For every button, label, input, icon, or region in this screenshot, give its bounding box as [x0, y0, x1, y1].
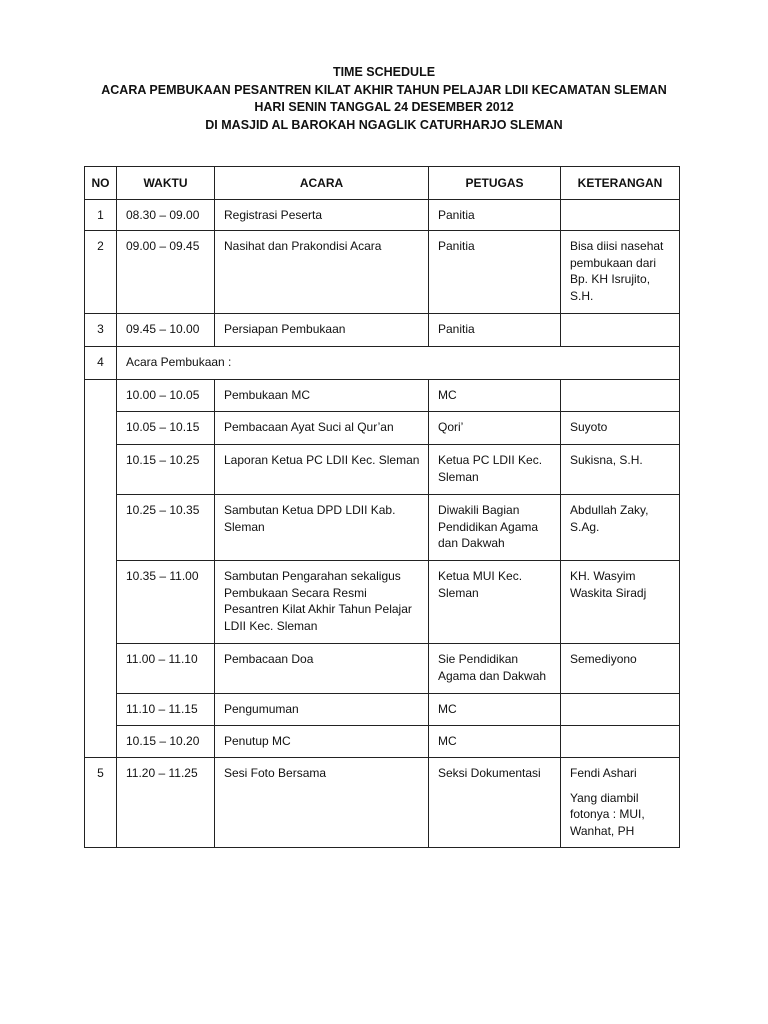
cell-petugas: Panitia: [429, 314, 561, 347]
cell-petugas: Ketua MUI Kec. Sleman: [429, 561, 561, 644]
table-row: [85, 412, 680, 445]
cell-waktu: 09.45 – 10.00: [117, 314, 215, 347]
cell-acara: Penutup MC: [215, 726, 429, 758]
cell-acara: Sambutan Pengarahan sekaligus Pembukaan Secara Resmi Pesantren Kilat Akhir Tahun Pelajar LDII Kec. Sleman: [215, 561, 429, 644]
cell-keterangan: [561, 380, 680, 412]
cell-waktu: 10.35 – 11.00: [117, 561, 215, 644]
title-line: HARI SENIN TANGGAL 24 DESEMBER 2012: [254, 100, 514, 114]
header-no: NO: [85, 167, 117, 200]
cell-acara: Sambutan Ketua DPD LDII Kab. Sleman: [215, 495, 429, 561]
cell-no: 4: [85, 347, 117, 380]
table-row: [85, 200, 680, 231]
keterangan-name: Fendi Ashari: [570, 766, 637, 780]
header-acara: ACARA: [215, 167, 429, 200]
cell-waktu: 09.00 – 09.45: [117, 231, 215, 314]
title-line: TIME SCHEDULE: [332, 65, 436, 79]
cell-waktu: 11.10 – 11.15: [117, 694, 215, 726]
cell-waktu: 11.00 – 11.10: [117, 644, 215, 694]
cell-waktu: 11.20 – 11.25: [117, 758, 215, 848]
cell-keterangan: Suyoto: [561, 412, 680, 445]
cell-waktu: 10.15 – 10.25: [117, 445, 215, 495]
cell-petugas: MC: [429, 380, 561, 412]
cell-no: 5: [85, 758, 117, 848]
cell-keterangan: [561, 726, 680, 758]
cell-petugas: Panitia: [429, 231, 561, 314]
cell-petugas: Seksi Dokumentasi: [429, 758, 561, 848]
cell-acara: Registrasi Peserta: [215, 200, 429, 231]
header-keterangan: KETERANGAN: [561, 167, 680, 200]
table-row: [85, 561, 680, 644]
table-row: [85, 314, 680, 347]
cell-acara: Nasihat dan Prakondisi Acara: [215, 231, 429, 314]
cell-keterangan: Semediyono: [561, 644, 680, 694]
cell-petugas: MC: [429, 726, 561, 758]
table-row: [85, 445, 680, 495]
header-petugas: PETUGAS: [429, 167, 561, 200]
cell-waktu: 10.05 – 10.15: [117, 412, 215, 445]
header-waktu: WAKTU: [117, 167, 215, 200]
table-row: [85, 231, 680, 314]
cell-keterangan: Sukisna, S.H.: [561, 445, 680, 495]
section-row: [85, 347, 680, 380]
table-row: [85, 644, 680, 694]
cell-keterangan: Bisa diisi nasehat pembukaan dari Bp. KH Isrujito, S.H.: [561, 231, 680, 314]
cell-acara: Pengumuman: [215, 694, 429, 726]
cell-no: 3: [85, 314, 117, 347]
cell-acara: Sesi Foto Bersama: [215, 758, 429, 848]
cell-waktu: 10.15 – 10.20: [117, 726, 215, 758]
cell-acara: Persiapan Pembukaan: [215, 314, 429, 347]
title-line: ACARA PEMBUKAAN PESANTREN KILAT AKHIR TAHUN PELAJAR LDII KECAMATAN SLEMAN: [101, 82, 667, 97]
table-row: [85, 726, 680, 758]
cell-keterangan: KH. Wasyim Waskita Siradj: [561, 561, 680, 644]
schedule-table: [84, 166, 680, 848]
cell-petugas: Qori’: [429, 412, 561, 445]
cell-acara: Pembacaan Doa: [215, 644, 429, 694]
cell-keterangan: Abdullah Zaky, S.Ag.: [561, 495, 680, 561]
cell-petugas: Ketua PC LDII Kec. Sleman: [429, 445, 561, 495]
cell-petugas: Panitia: [429, 200, 561, 231]
cell-acara: Pembukaan MC: [215, 380, 429, 412]
cell-no: 1: [85, 200, 117, 231]
cell-acara: Laporan Ketua PC LDII Kec. Sleman: [215, 445, 429, 495]
cell-keterangan: [561, 758, 680, 848]
cell-petugas: MC: [429, 694, 561, 726]
table-row: [85, 380, 680, 412]
cell-no-empty: [85, 380, 117, 758]
cell-waktu: 10.00 – 10.05: [117, 380, 215, 412]
cell-petugas: Diwakili Bagian Pendidikan Agama dan Dakwah: [429, 495, 561, 561]
header-row: [85, 167, 680, 200]
document-title: [0, 64, 768, 134]
table-row: [85, 694, 680, 726]
cell-keterangan: [561, 200, 680, 231]
table-row: [85, 495, 680, 561]
cell-waktu: 08.30 – 09.00: [117, 200, 215, 231]
cell-acara: Pembacaan Ayat Suci al Qur’an: [215, 412, 429, 445]
cell-no: 2: [85, 231, 117, 314]
cell-petugas: Sie Pendidikan Agama dan Dakwah: [429, 644, 561, 694]
cell-keterangan: [561, 694, 680, 726]
title-line: DI MASJID AL BAROKAH NGAGLIK CATURHARJO SLEMAN: [205, 117, 563, 132]
cell-waktu: 10.25 – 10.35: [117, 495, 215, 561]
section-label: Acara Pembukaan :: [117, 347, 680, 380]
keterangan-note: Yang diambil fotonya : MUI, Wanhat, PH: [570, 790, 645, 838]
table-row: [85, 758, 680, 848]
cell-keterangan: [561, 314, 680, 347]
